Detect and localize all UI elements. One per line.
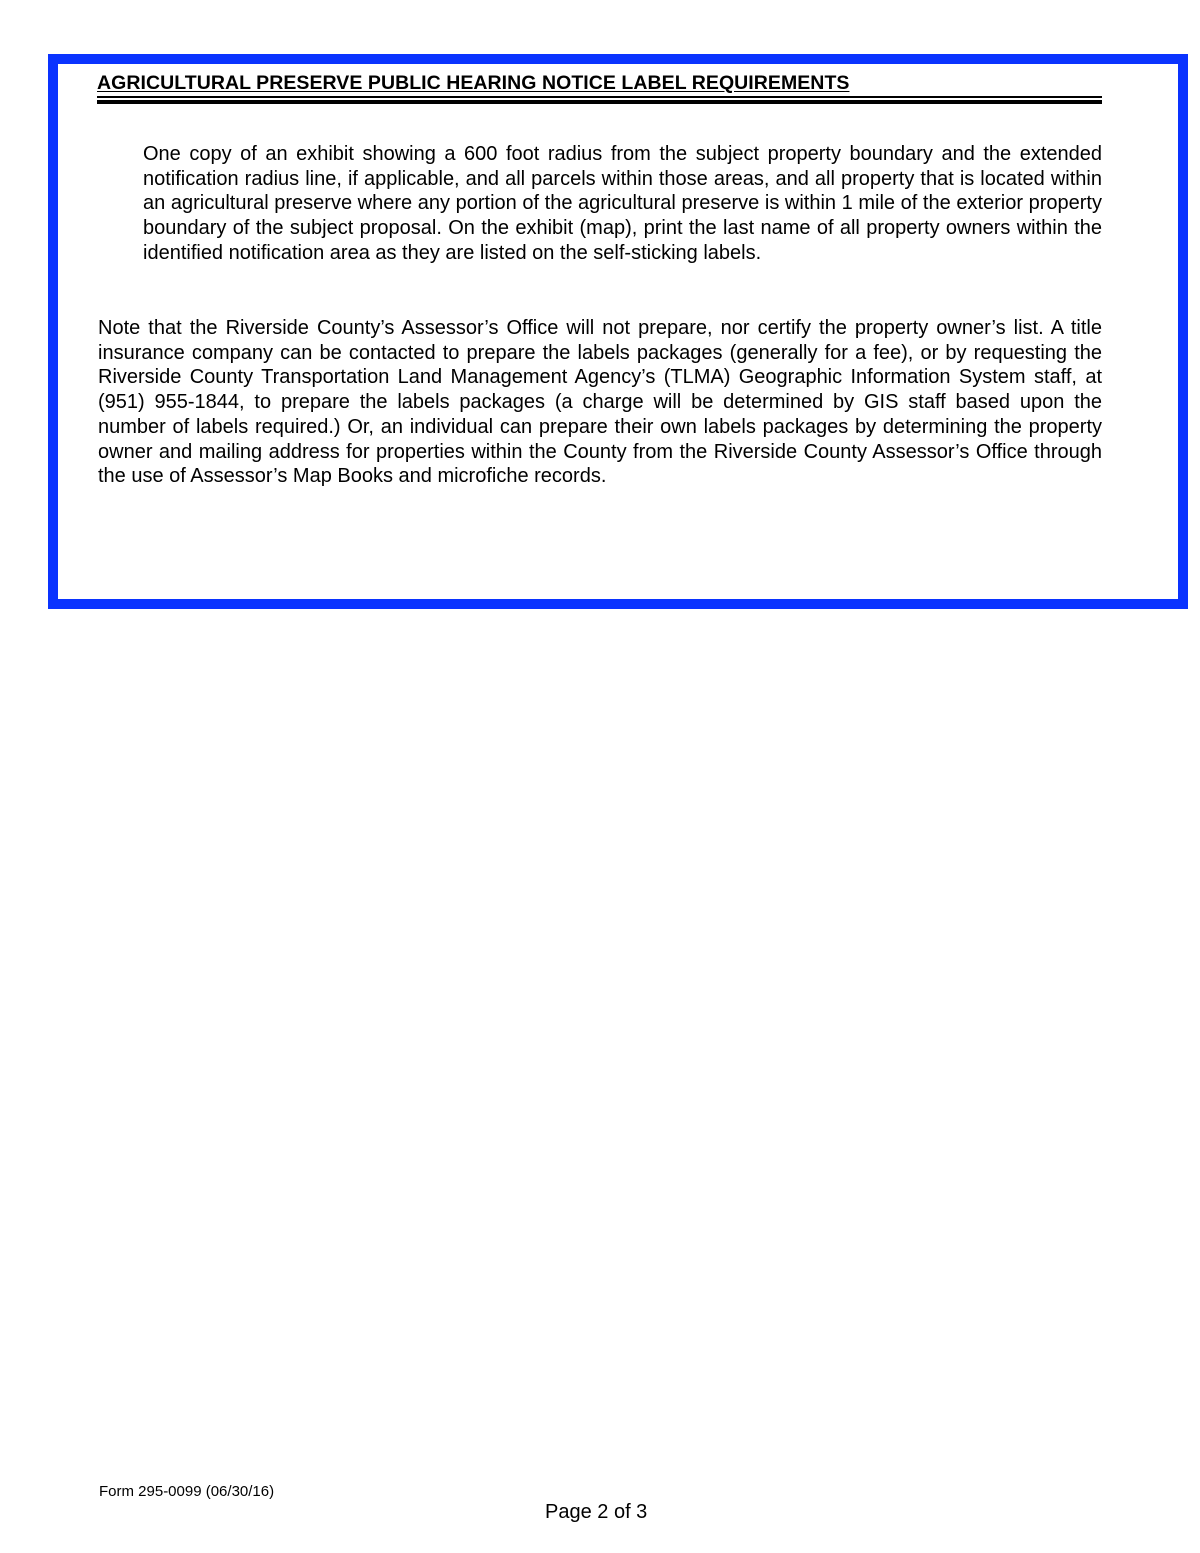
section-heading: AGRICULTURAL PRESERVE PUBLIC HEARING NOTICE LABEL REQUIREMENTS [97,72,850,94]
form-number: Form 295-0099 (06/30/16) [99,1483,275,1500]
assessor-note-paragraph: Note that the Riverside County’s Assessor’s Office will not prepare, nor certify the property owner’s list. A title insurance company can be contacted to prepare the labels packages (generally for a fee), or by requesting the Riverside County Transportation Land Management Agency’s (TLMA) Geographic Information System staff, at (951) 955-1844, to prepare the labels packages (a charge will be determined by GIS staff based upon the number of labels required.) Or, an individual can prepare their own labels packages by determining the property owner and mailing address for properties within the County from the Riverside County Assessor’s Office through the use of Assessor’s Map Books and microfiche records. [98,317,1102,488]
heading-rule-thick [97,100,1102,104]
heading-rule-thin [97,96,1102,98]
page-number: Page 2 of 3 [545,1501,648,1523]
exhibit-requirement-paragraph: One copy of an exhibit showing a 600 foot radius from the subject property boundary and the extended notification radius line, if applicable, and all parcels within those areas, and all property that is located within an agricultural preserve where any portion of the agricultural preserve is within 1 mile of the exterior property boundary of the subject proposal. On the exhibit (map), print the last name of all property owners within the identified notification area as they are listed on the self-sticking labels. [143,143,1102,264]
heading-block [97,72,1102,104]
